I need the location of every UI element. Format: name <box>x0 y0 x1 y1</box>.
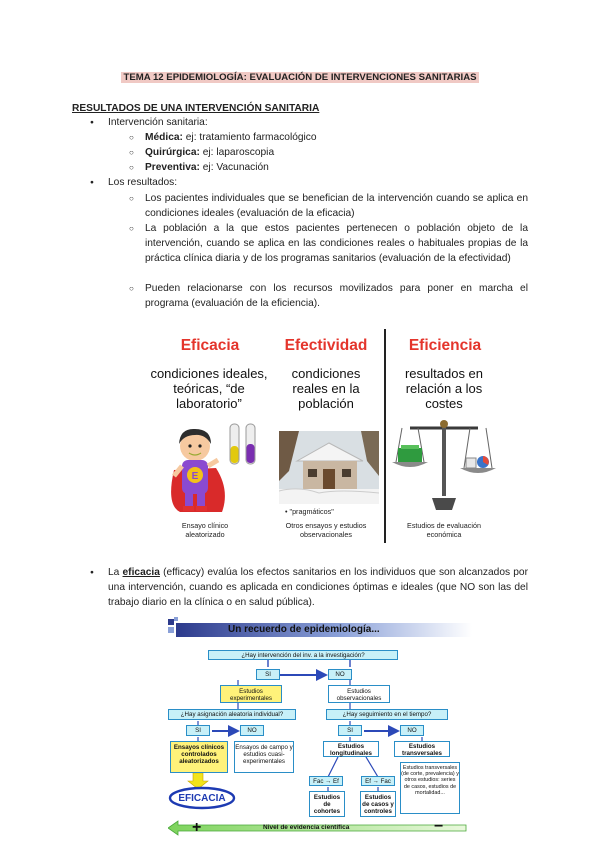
list-item: ○ Preventiva: ej: Vacunación <box>145 161 269 176</box>
yes-box: SI <box>338 725 362 736</box>
yes-box: SI <box>256 669 280 680</box>
list-item: ○ Pueden relacionarse con los recursos movilizados para poner en marcha el programa (evaluación de la eficiencia). <box>145 282 528 312</box>
experimental-studies: Estudios experimentales <box>220 685 282 703</box>
case-control-studies: Estudios de casos y controles <box>360 791 396 817</box>
list-item: ● Intervención sanitaria: <box>108 116 208 131</box>
flowchart-banner: Un recuerdo de epidemiología... <box>228 624 380 635</box>
observational-studies: Estudios observacionales <box>328 685 390 703</box>
no-box: NO <box>240 725 264 736</box>
col-title-efectividad: Efectividad <box>284 337 368 354</box>
superhero-icon <box>160 420 264 515</box>
list-item: ○ Médica: ej: tratamiento farmacológico <box>145 131 317 146</box>
list-item: ● Los resultados: <box>108 176 177 191</box>
section-title: RESULTADOS DE UNA INTERVENCIÓN SANITARIA <box>72 103 320 114</box>
house-image <box>279 431 379 504</box>
question-followup: ¿Hay seguimiento en el tiempo? <box>326 709 448 720</box>
pragmatic-note: • "pragmáticos" <box>285 507 334 516</box>
col-title-eficacia: Eficacia <box>180 337 240 354</box>
question-intervention: ¿Hay intervención del inv. a la investigación? <box>208 650 398 660</box>
balance-scale-icon <box>392 418 496 514</box>
longitudinal-box: Estudios longitudinales <box>323 741 379 757</box>
arrow-ef-fac: Ef → Fac <box>361 776 395 786</box>
transversal-detail-box: Estudios transversales (de corte, prevalencia) y otros estudios: series de casos, estudios de mortalidad... <box>400 762 460 814</box>
yes-box: SI <box>186 725 210 736</box>
column-divider <box>384 329 386 543</box>
plus-sign: + <box>192 819 202 836</box>
list-item: ○ Quirúrgica: ej: laparoscopia <box>145 146 274 161</box>
caption-eficiencia: Estudios de evaluación económica <box>407 521 481 539</box>
transversal-box: Estudios transversales <box>394 741 450 757</box>
col-text-efectividad: condiciones reales en la población <box>291 366 361 411</box>
arrow-fac-ef: Fac → Ef <box>309 776 343 786</box>
cohort-studies: Estudios de cohortes <box>309 791 345 817</box>
col-text-eficacia: condiciones ideales, teóricas, “de laboratorio” <box>150 366 268 411</box>
rct-box: Ensayos clínicos controlados aleatorizados <box>170 741 228 773</box>
eficacia-label: EFICACIA <box>178 793 226 804</box>
document-title: TEMA 12 EPIDEMIOLOGÍA: EVALUACIÓN DE INTERVENCIONES SANITARIAS <box>123 72 477 83</box>
epidemiology-flowchart <box>168 617 472 843</box>
list-item: ○ La población a la que estos pacientes pertenecen o población objeto de la intervención, cuando se aplica en las condiciones reales o habituales propias de la práctica clínica diaria y de los programas sanitarios (evaluación de la efectividad) <box>145 222 528 266</box>
quasi-experimental-box: Ensayos de campo y estudios cuasi-experimentales <box>234 741 294 773</box>
hero-letter: E <box>191 471 199 482</box>
col-title-eficiencia: Eficiencia <box>408 337 482 354</box>
col-text-eficiencia: resultados en relación a los costes <box>404 366 484 411</box>
question-randomization: ¿Hay asignación aleatoria individual? <box>168 709 296 720</box>
efficacy-paragraph: ● La eficacia (efficacy) evalúa los efectos sanitarios en los individuos que son alcanzados por una intervención, cuando es aplicada en condiciones óptimas e ideales (que NO son las del trabajo diario en la clínica o en salud pública). <box>108 566 528 610</box>
caption-efectividad: Otros ensayos y estudios observacionales <box>285 521 367 539</box>
list-item: ○ Los pacientes individuales que se benefician de la intervención cuando se aplica en condiciones ideales (evaluación de la eficacia) <box>145 192 528 222</box>
no-box: NO <box>400 725 424 736</box>
caption-eficacia: Ensayo clínico aleatorizado <box>181 521 229 539</box>
no-box: NO <box>328 669 352 680</box>
minus-sign: − <box>434 818 444 835</box>
evidence-label: Nivel de evidencia científica <box>263 824 350 831</box>
